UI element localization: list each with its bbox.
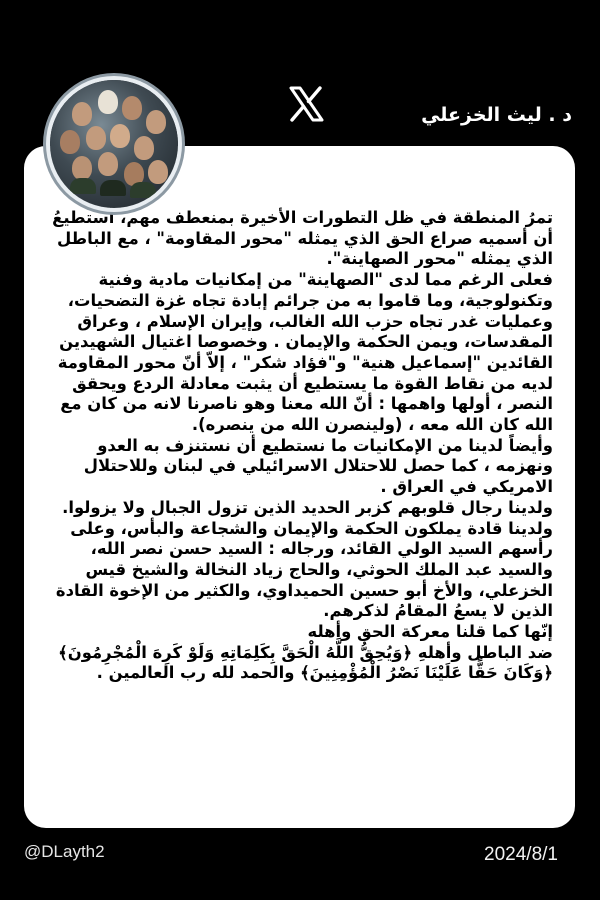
post-date: 2024/8/1 — [484, 844, 558, 865]
avatar-figure — [130, 182, 156, 198]
profile-avatar — [50, 80, 178, 208]
x-logo-icon — [286, 84, 326, 124]
avatar-figure — [72, 156, 92, 180]
avatar-figure — [98, 90, 118, 114]
avatar-figure — [72, 102, 92, 126]
avatar-figure — [100, 180, 126, 196]
avatar-figure — [110, 124, 130, 148]
post-card — [24, 146, 575, 828]
avatar-figure — [134, 136, 154, 160]
avatar-figure — [146, 110, 166, 134]
avatar-figure — [60, 130, 80, 154]
user-handle: @DLayth2 — [24, 842, 105, 861]
avatar-figure — [70, 178, 96, 194]
avatar-figure — [148, 160, 168, 184]
avatar-figure — [98, 152, 118, 176]
avatar-figure — [122, 96, 142, 120]
avatar-figure — [86, 126, 106, 150]
author-name: د . ليث الخزعلي — [421, 104, 572, 126]
post-body-text: تمرُ المنطقة في ظل التطورات الأخيرة بمنعطف مهم، أستطيعُ أن أسميه صراع الحق الذي يمثله "محور المقاومة" ، مع الباطل الذي يمثله "محور الصهاينة". فعلى الرغم مما لدى "الصهاينة" من إمكانيات مادية وفنية وتكنولوجية، وما قاموا به من جرائم إبادة تجاه غزة التضحيات، وعمليات غدر تجاه حزب الله الغالب، وإيران الإسلام ، وعراق المقدسات، ويمن الحكمة والإيمان . وخصوصا اغتيال الشهيدين القائدين "إسماعيل هنية" و"فؤاد شكر" ، إلاّ أنّ محور المقاومة لديه من نقاط القوة ما يستطيع أن يثبت معادلة الردع ويحقق النصر ، أولها واهمها : أنّ الله معنا وهو ناصرنا لانه من كان مع الله كان الله معه ، (ولينصرن الله من ينصره). وأيضاً لدينا من الإمكانيات ما نستطيع أن نستنزف به العدو ونهزمه ، كما حصل للاحتلال الاسرائيلي في لبنان وللاحتلال الامريكي في العراق . ولدينا رجال قلوبهم كزبر الحديد الذين تزول الجبال ولا يزولوا. ولدينا قادة يملكون الحكمة والإيمان والشجاعة والبأس، وعلى رأسهم السيد الولي القائد، ورجاله : السيد حسن نصر الله، والسيد عبد الملك الحوثي، والحاج زياد النخالة والشيخ قيس الخزعلي، والأخ أبو حسين الحميداوي، والكثير من الإخوة القادة الذين لا يسعُ المقامُ لذكرهم. إنّها كما قلنا معركة الحق وأهله ضد الباطل وأهلهِ ﴿وَيُحِقُّ اللَّهُ الْحَقَّ بِكَلِمَاتِهِ وَلَوْ كَرِهَ الْمُجْرِمُونَ﴾ ﴿وَكَانَ حَقًّا عَلَيْنَا نَصْرُ الْمُؤْمِنِينَ﴾ والحمد لله رب العالمين . — [52, 208, 553, 683]
